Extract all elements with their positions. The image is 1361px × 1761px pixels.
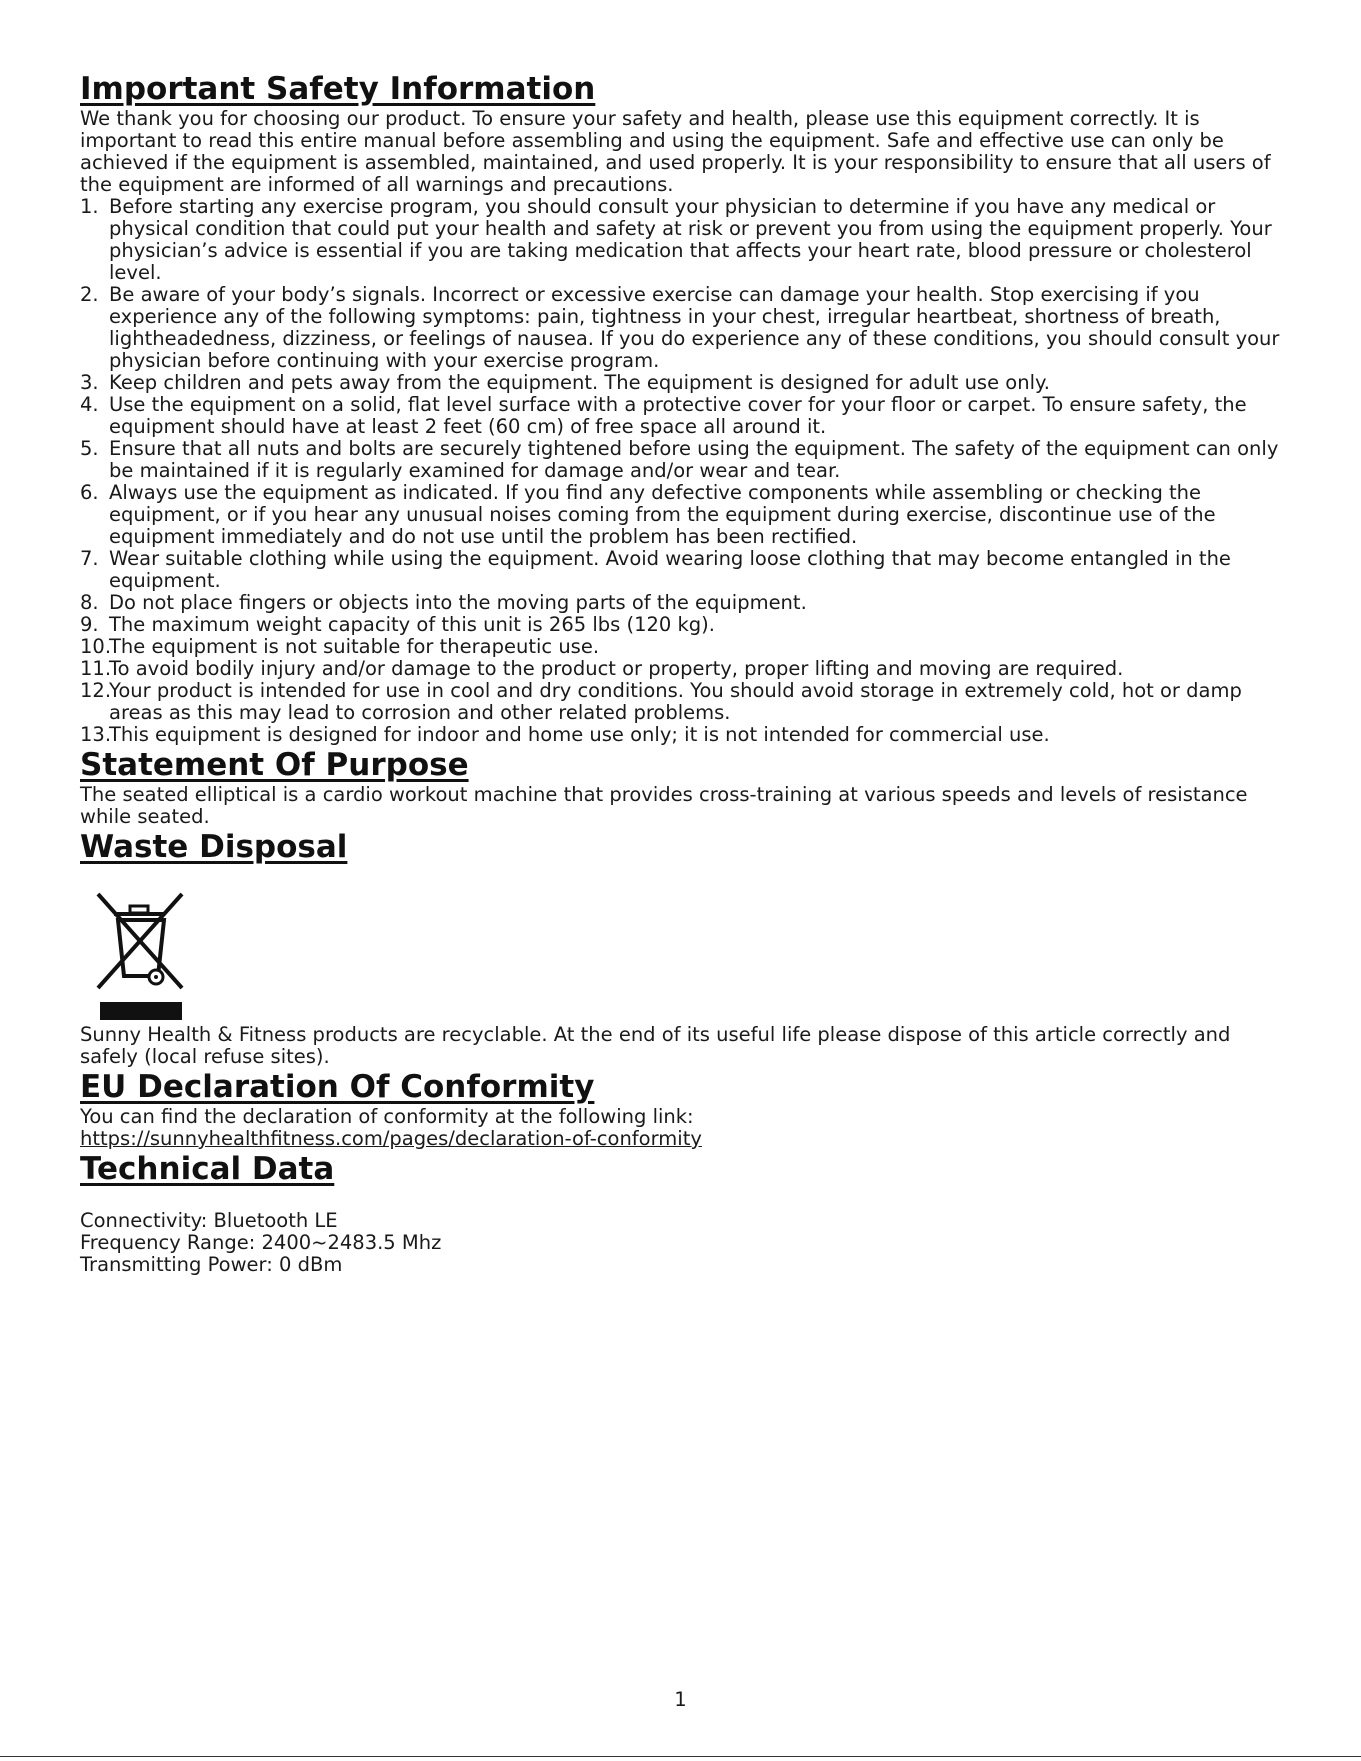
eu-link-line <box>80 1128 1280 1150</box>
list-item <box>80 658 1280 680</box>
item-number: 10. <box>80 635 112 658</box>
eu-title: EU Declaration Of Conformity <box>80 1069 595 1105</box>
list-item <box>80 196 1280 284</box>
tech-power: Transmitting Power: 0 dBm <box>80 1253 343 1276</box>
item-text: This equipment is designed for indoor and home use only; it is not intended for commercial use. <box>109 723 1050 746</box>
item-text: Do not place fingers or objects into the moving parts of the equipment. <box>109 591 807 614</box>
safety-list <box>80 196 1280 746</box>
item-number: 8. <box>80 591 99 614</box>
page-number: 1 <box>674 1688 687 1711</box>
item-text: Be aware of your body’s signals. Incorrect or excessive exercise can damage your health. Stop exercising if you experience any of the following symptoms: pain, tightness in your chest, irregular heartbeat, shortness of breath, lightheadedness, dizziness, or feelings of nausea. If you do experience any of these conditions, you should consult your physician before continuing with your exercise program. <box>109 283 1280 372</box>
item-number: 6. <box>80 481 99 504</box>
list-item <box>80 438 1280 482</box>
list-item <box>80 394 1280 438</box>
manual-page <box>80 70 1280 1276</box>
list-item <box>80 592 1280 614</box>
item-number: 4. <box>80 393 99 416</box>
declaration-link[interactable]: https://sunnyhealthfitness.com/pages/declaration-of-conformity <box>80 1127 702 1150</box>
purpose-text: The seated elliptical is a cardio workout machine that provides cross-training at various speeds and levels of resistance while seated. <box>80 783 1248 828</box>
item-text: Your product is intended for use in cool and dry conditions. You should avoid storage in extremely cold, hot or damp areas as this may lead to corrosion and other related problems. <box>109 679 1242 724</box>
crossed-out-wheelie-bin-icon <box>84 884 194 1024</box>
item-text: The maximum weight capacity of this unit is 265 lbs (120 kg). <box>109 613 715 636</box>
item-text: The equipment is not suitable for therapeutic use. <box>109 635 600 658</box>
item-number: 9. <box>80 613 99 636</box>
item-text: Ensure that all nuts and bolts are securely tightened before using the equipment. The safety of the equipment can only be maintained if it is regularly examined for damage and/or wear and tear. <box>109 437 1279 482</box>
item-number: 1. <box>80 195 99 218</box>
item-number: 5. <box>80 437 99 460</box>
safety-title: Important Safety Information <box>80 71 596 107</box>
item-text: Keep children and pets away from the equipment. The equipment is designed for adult use only. <box>109 371 1050 394</box>
list-item <box>80 372 1280 394</box>
bottom-divider <box>0 1756 1361 1757</box>
waste-title: Waste Disposal <box>80 829 348 865</box>
tech-connectivity: Connectivity: Bluetooth LE <box>80 1209 338 1232</box>
item-number: 3. <box>80 371 99 394</box>
list-item <box>80 680 1280 724</box>
list-item <box>80 482 1280 548</box>
list-item <box>80 548 1280 592</box>
item-text: To avoid bodily injury and/or damage to the product or property, proper lifting and moving are required. <box>109 657 1124 680</box>
list-item <box>80 284 1280 372</box>
tech-frequency: Frequency Range: 2400~2483.5 Mhz <box>80 1231 442 1254</box>
item-number: 2. <box>80 283 99 306</box>
item-text: Wear suitable clothing while using the equipment. Avoid wearing loose clothing that may become entangled in the equipment. <box>109 547 1231 592</box>
item-number: 12. <box>80 679 112 702</box>
item-number: 7. <box>80 547 99 570</box>
tech-list <box>80 1210 1280 1276</box>
waste-text: Sunny Health & Fitness products are recyclable. At the end of its useful life please dispose of this article correctly and safely (local refuse sites). <box>80 1023 1231 1068</box>
list-item <box>80 636 1280 658</box>
purpose-title: Statement Of Purpose <box>80 747 469 783</box>
item-number: 13. <box>80 723 112 746</box>
safety-intro: We thank you for choosing our product. To ensure your safety and health, please use this equipment correctly. It is important to read this entire manual before assembling and using the equipment. Safe and effective use can only be achieved if the equipment is assembled, maintained, and used properly. It is your responsibility to ensure that all users of the equipment are informed of all warnings and precautions. <box>80 107 1271 196</box>
item-number: 11. <box>80 657 112 680</box>
item-text: Use the equipment on a solid, flat level surface with a protective cover for your floor or carpet. To ensure safety, the equipment should have at least 2 feet (60 cm) of free space all around it. <box>109 393 1247 438</box>
eu-text: You can find the declaration of conformity at the following link: <box>80 1105 694 1128</box>
tech-title: Technical Data <box>80 1151 335 1187</box>
item-text: Before starting any exercise program, you should consult your physician to determine if you have any medical or physical condition that could put your health and safety at risk or prevent you from using the equipment properly. Your physician’s advice is essential if you are taking medication that affects your heart rate, blood pressure or cholesterol level. <box>109 195 1272 284</box>
list-item <box>80 614 1280 636</box>
list-item <box>80 724 1280 746</box>
item-text: Always use the equipment as indicated. If you find any defective components while assembling or checking the equipment, or if you hear any unusual noises coming from the equipment during exercise, discontinue use of the equipment immediately and do not use until the problem has been rectified. <box>109 481 1216 548</box>
